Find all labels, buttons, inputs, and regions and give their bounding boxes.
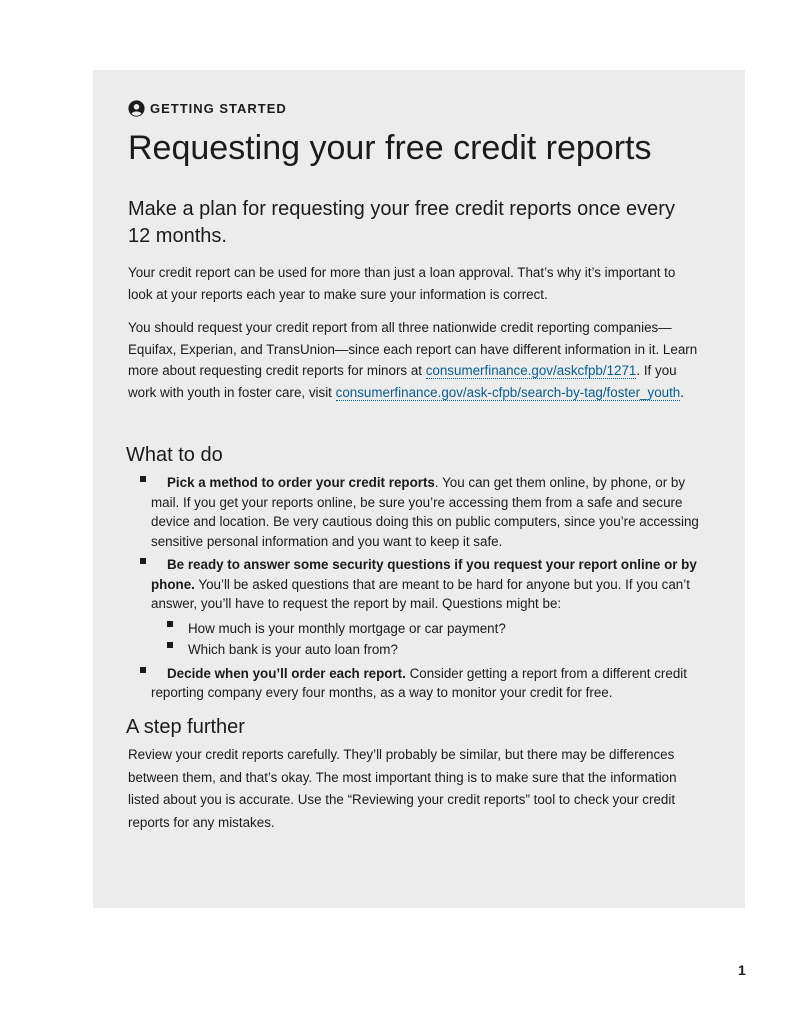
list-item (133, 555, 703, 614)
bullet-square-icon (167, 642, 173, 648)
bullet-square-icon (140, 476, 146, 482)
list-item-text: Consider getting a report from a different credit reporting company every four months, as a way to monitor your credit for free. (151, 665, 687, 700)
list-item-text: . You can get them online, by phone, or by mail. If you get your reports online, be sure you’re accessing them from a safe and secure device and location. Be very cautious doing this on public computers, since you’re accessing sensitive personal information and you want to keep it safe. (151, 475, 699, 549)
list-item-bold: Decide when you’ll order each report. (167, 665, 406, 681)
step-further-paragraph: Review your credit reports carefully. They’ll probably be similar, but there may be differences between them, and that’s okay. The most important thing is to make sure that the information listed about you is accurate. Use the “Reviewing your credit reports” tool to check your credit reports for any mistakes. (128, 747, 677, 830)
bullet-square-icon (140, 667, 146, 673)
intro-p2-text: You should request your credit report from all three nationwide credit reporting companies—Equifax, Experian, and TransUnion—since each report can have different information in it. Learn more about requesting credit reports for minors at (128, 320, 698, 378)
askcfpb-1271-link[interactable]: consumerfinance.gov/askcfpb/1271 (425, 363, 637, 378)
list-item-bold: Pick a method to order your credit reports (167, 475, 435, 490)
page-number: 1 (738, 962, 746, 978)
intro-p2-mid: . If you work with youth in foster care, visit (128, 363, 677, 400)
what-to-do-heading: What to do (126, 444, 223, 466)
intro-paragraph-2 (128, 317, 698, 403)
list-item-bold: Be ready to answer some security questions if you request your report online or by phone. (151, 557, 697, 592)
user-circle-icon (128, 100, 145, 117)
intro-p2-end: . (680, 384, 684, 400)
sub-list-item-text: Which bank is your auto loan from? (188, 641, 398, 657)
content-panel (93, 70, 745, 908)
list-item (133, 664, 703, 703)
what-to-do-list (133, 473, 703, 707)
foster-youth-link[interactable]: consumerfinance.gov/ask-cfpb/search-by-tag/foster_youth (335, 384, 681, 400)
eyebrow-label: GETTING STARTED (150, 101, 287, 116)
bullet-square-icon (140, 558, 146, 564)
page-title: Requesting your free credit reports (128, 129, 652, 167)
intro-paragraph-1: Your credit report can be used for more than just a loan approval. That’s why it’s important to look at your reports each year to make sure your information is correct. (128, 265, 676, 302)
step-further-heading: A step further (126, 716, 245, 738)
sub-list-item-text: How much is your monthly mortgage or car payment? (188, 620, 506, 636)
sub-list-item (133, 639, 703, 660)
list-item (133, 473, 703, 551)
eyebrow (128, 100, 287, 117)
sub-list-item (133, 618, 703, 639)
bullet-square-icon (167, 621, 173, 627)
list-item-text: You’ll be asked questions that are meant to be hard for anyone but you. If you can’t answer, you’ll have to request the report by mail. Questions might be: (151, 576, 690, 611)
lead-text: Make a plan for requesting your free credit reports once every 12 months. (128, 198, 675, 247)
